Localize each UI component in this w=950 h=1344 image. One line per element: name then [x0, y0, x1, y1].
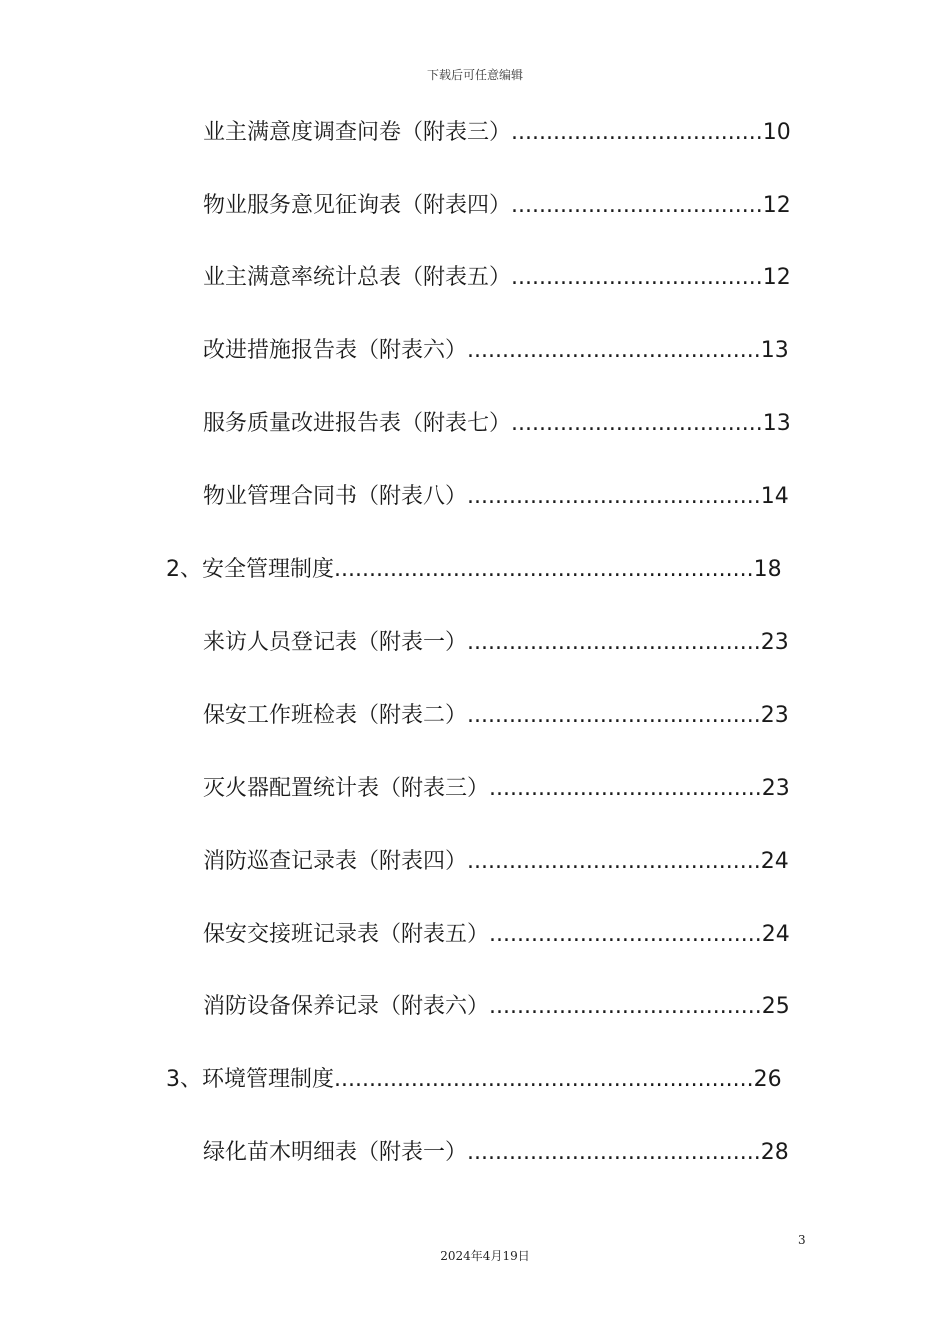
toc-entry-page: 13 [762, 411, 791, 436]
toc-section-entry[interactable] [166, 554, 782, 586]
toc-entry[interactable] [203, 190, 791, 222]
toc-entry[interactable] [203, 335, 789, 367]
toc-entry-title: 3、环境管理制度 [166, 1067, 334, 1092]
toc-entry-page: 28 [760, 1140, 789, 1165]
footer-date: 2024年4月19日 [440, 1249, 530, 1263]
toc-entry[interactable] [203, 117, 791, 149]
toc-entry-page: 23 [761, 776, 790, 801]
toc-entry-leader: ....................................... [489, 776, 762, 801]
toc-entry-leader: ....................................... [489, 994, 762, 1019]
toc-entry-title: 2、安全管理制度 [166, 557, 334, 582]
toc-entry-leader: .......................................... [467, 630, 761, 655]
page-number: 3 [798, 1233, 806, 1247]
toc-entry-page: 24 [760, 849, 789, 874]
toc-entry[interactable] [203, 773, 790, 805]
toc-entry-leader: .................................... [511, 265, 763, 290]
toc-entry-leader: ............................................................ [334, 1067, 754, 1092]
toc-entry-page: 23 [760, 703, 789, 728]
toc-entry-leader: ............................................................ [334, 557, 754, 582]
toc-entry-leader: .................................... [511, 193, 763, 218]
toc-entry-page: 10 [762, 120, 791, 145]
toc-entry-leader: .................................... [511, 120, 763, 145]
toc-entry[interactable] [203, 846, 789, 878]
toc-entry-leader: .......................................... [467, 484, 761, 509]
toc-entry[interactable] [203, 481, 789, 513]
toc-entry[interactable] [203, 627, 789, 659]
toc-section-entry[interactable] [166, 1064, 782, 1096]
toc-entry-page: 14 [760, 484, 789, 509]
toc-entry-page: 12 [762, 265, 791, 290]
toc-entry[interactable] [203, 1137, 789, 1169]
toc-entry-page: 12 [762, 193, 791, 218]
toc-entry-page: 26 [753, 1067, 782, 1092]
toc-entry-leader: .......................................... [467, 703, 761, 728]
toc-entry-page: 23 [760, 630, 789, 655]
toc-entry[interactable] [203, 408, 791, 440]
toc-entry-title: 消防设备保养记录（附表六） [203, 994, 490, 1019]
toc-entry-title: 消防巡查记录表（附表四） [203, 849, 468, 874]
toc-entry-title: 来访人员登记表（附表一） [203, 630, 468, 655]
toc-entry-page: 13 [760, 338, 789, 363]
toc-entry-title: 保安交接班记录表（附表五） [203, 922, 490, 947]
toc-entry-leader: .......................................... [467, 338, 761, 363]
toc-entry-title: 灭火器配置统计表（附表三） [203, 776, 490, 801]
toc-entry-title: 业主满意率统计总表（附表五） [203, 265, 512, 290]
page-header: 下载后可任意编辑 [426, 68, 523, 82]
toc-entry-title: 业主满意度调查问卷（附表三） [203, 120, 512, 145]
toc-entry-page: 24 [761, 922, 790, 947]
toc-entry[interactable] [203, 262, 791, 294]
toc-entry-leader: .......................................... [467, 1140, 761, 1165]
toc-entry-title: 改进措施报告表（附表六） [203, 338, 468, 363]
toc-entry-leader: .......................................... [467, 849, 761, 874]
toc-entry[interactable] [203, 991, 790, 1023]
toc-entry-leader: ....................................... [489, 922, 762, 947]
toc-entry-leader: .................................... [511, 411, 763, 436]
toc-entry[interactable] [203, 700, 789, 732]
toc-entry-page: 25 [761, 994, 790, 1019]
toc-entry-title: 服务质量改进报告表（附表七） [203, 411, 512, 436]
toc-entry-title: 保安工作班检表（附表二） [203, 703, 468, 728]
toc-entry-title: 物业管理合同书（附表八） [203, 484, 468, 509]
toc-entry-title: 绿化苗木明细表（附表一） [203, 1140, 468, 1165]
toc-entry-page: 18 [753, 557, 782, 582]
toc-entry-title: 物业服务意见征询表（附表四） [203, 193, 512, 218]
toc-entry[interactable] [203, 919, 790, 951]
